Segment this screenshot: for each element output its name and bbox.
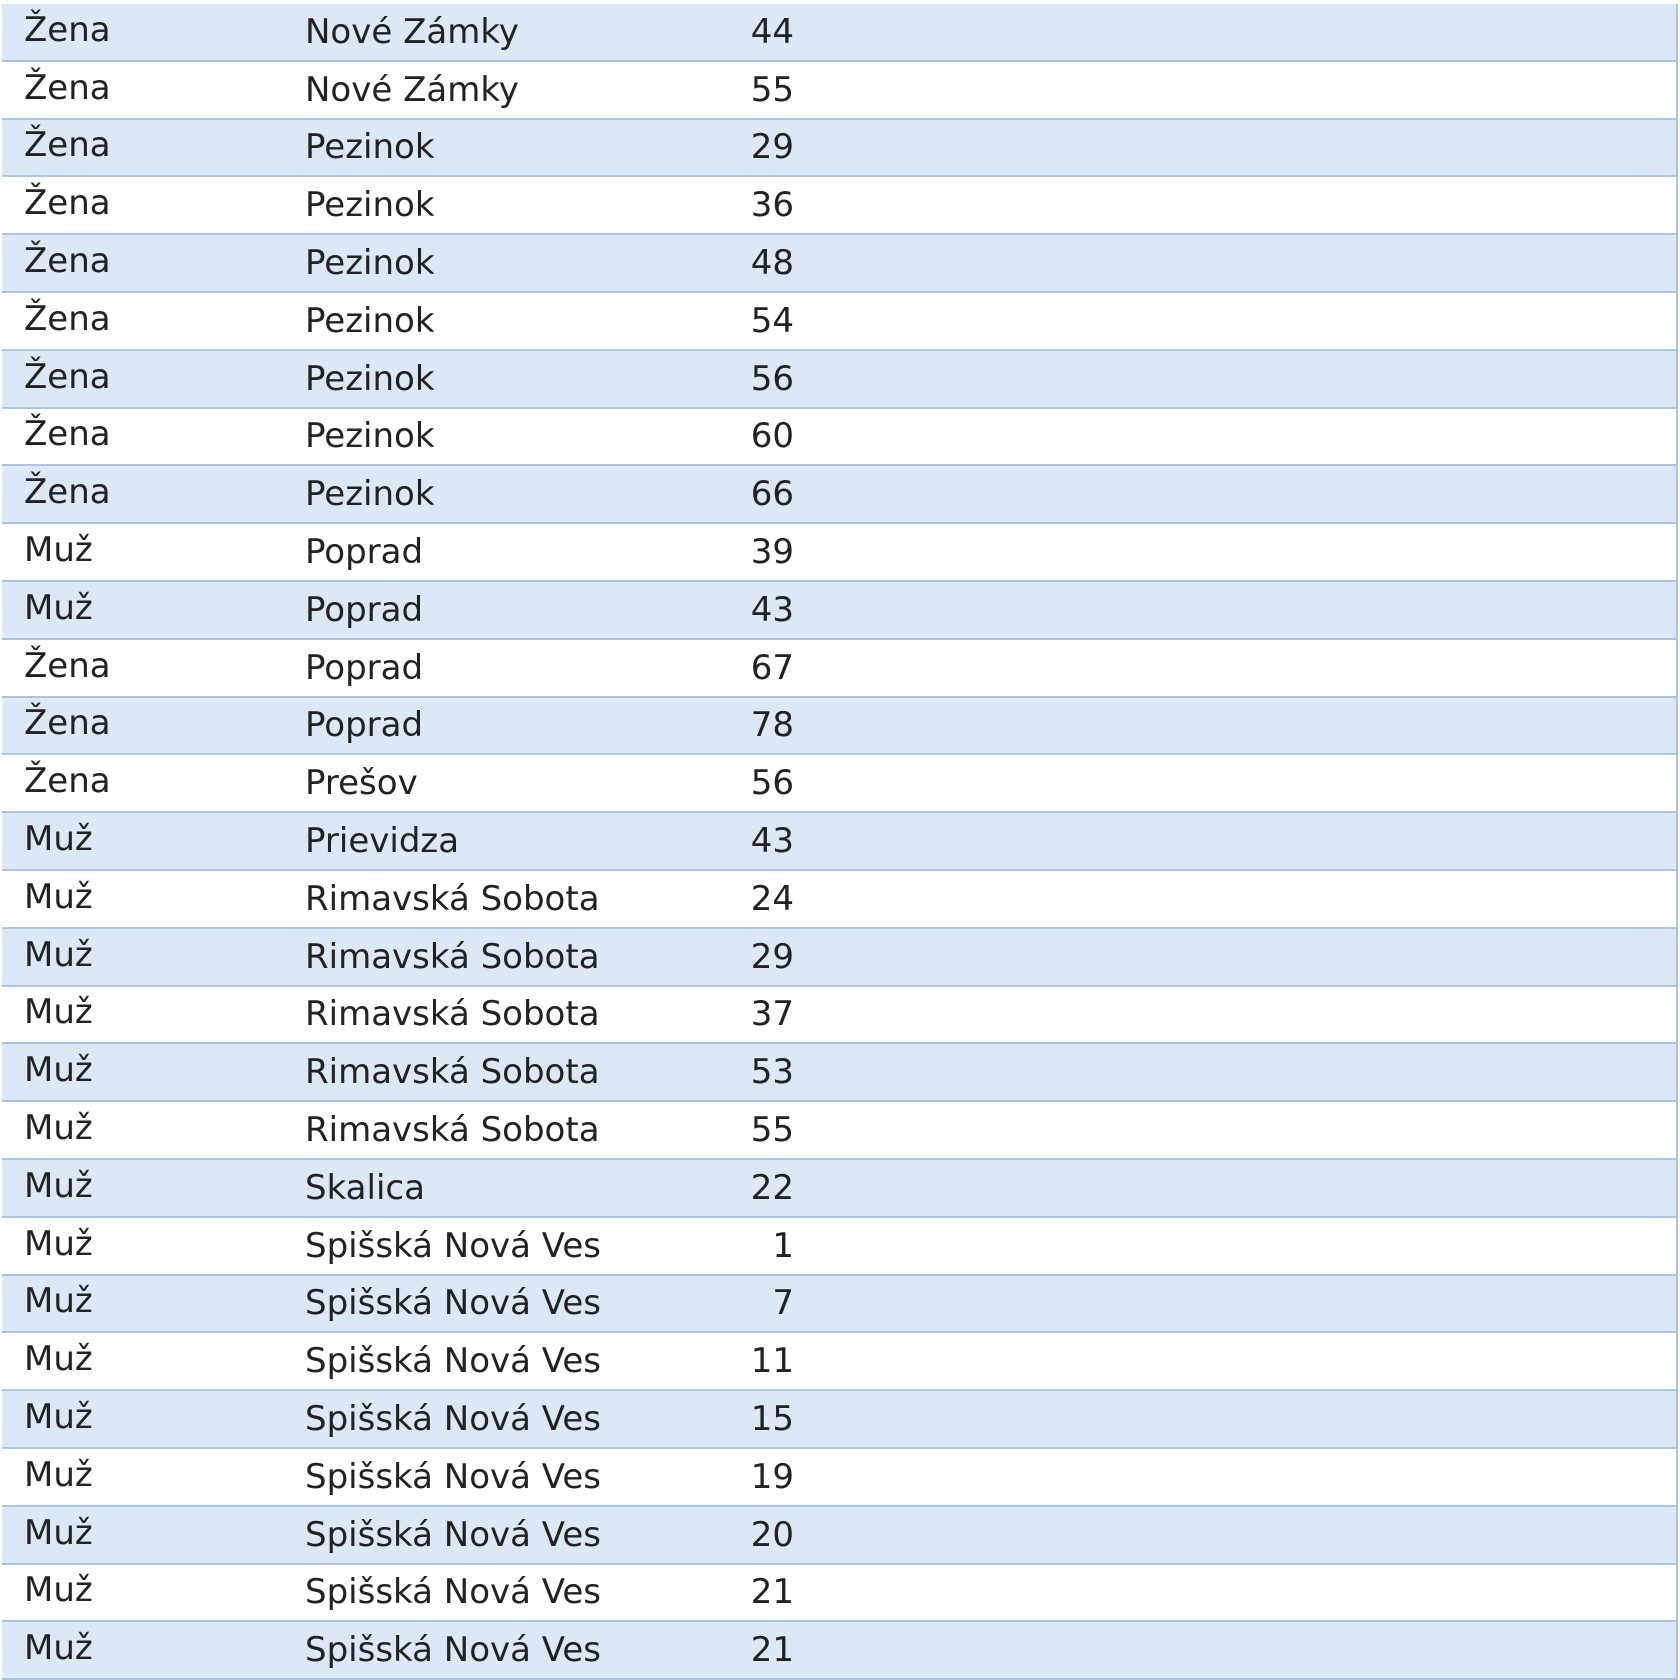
cell-gender[interactable]: Muž xyxy=(24,1454,93,1495)
cell-gender[interactable]: Žena xyxy=(24,703,111,744)
table-row[interactable] xyxy=(2,120,1678,178)
row-border-edge xyxy=(1676,1160,1678,1216)
cell-gender[interactable]: Muž xyxy=(24,1281,93,1322)
cell-value[interactable]: 19 xyxy=(750,1456,794,1497)
cell-city[interactable]: Poprad xyxy=(305,705,424,746)
row-border-edge xyxy=(1676,871,1678,927)
row-border-edge xyxy=(1676,1449,1678,1505)
cell-value[interactable]: 29 xyxy=(750,936,794,977)
row-border-edge xyxy=(1676,1102,1678,1158)
cell-city[interactable]: Spišská Nová Ves xyxy=(305,1225,602,1266)
cell-value[interactable]: 54 xyxy=(750,300,794,341)
cell-gender[interactable]: Muž xyxy=(24,992,93,1033)
cell-city[interactable]: Spišská Nová Ves xyxy=(305,1456,602,1497)
row-border-edge xyxy=(1676,62,1678,118)
row-border-edge xyxy=(1676,755,1678,811)
cell-city[interactable]: Pezinok xyxy=(305,243,435,284)
table-row[interactable] xyxy=(2,1507,1678,1565)
cell-gender[interactable]: Muž xyxy=(24,587,93,628)
cell-gender[interactable]: Muž xyxy=(24,876,93,917)
table-row[interactable] xyxy=(2,1218,1678,1276)
cell-city[interactable]: Skalica xyxy=(305,1167,425,1208)
row-border-edge xyxy=(1676,987,1678,1043)
cell-gender[interactable]: Muž xyxy=(24,1050,93,1091)
cell-city[interactable]: Spišská Nová Ves xyxy=(305,1341,602,1382)
cell-value[interactable]: 20 xyxy=(750,1514,794,1555)
row-border-edge xyxy=(1676,466,1678,522)
cell-gender[interactable]: Muž xyxy=(24,1397,93,1438)
table-row[interactable] xyxy=(2,177,1678,235)
table-row[interactable] xyxy=(2,466,1678,524)
cell-city[interactable]: Poprad xyxy=(305,589,424,630)
table-row[interactable] xyxy=(2,871,1678,929)
table-row[interactable] xyxy=(2,351,1678,409)
cell-city[interactable]: Spišská Nová Ves xyxy=(305,1630,602,1671)
cell-value[interactable]: 78 xyxy=(750,705,794,746)
cell-city[interactable]: Spišská Nová Ves xyxy=(305,1572,602,1613)
row-border-edge xyxy=(1676,1565,1678,1621)
cell-value[interactable]: 43 xyxy=(750,589,794,630)
row-border-edge xyxy=(1676,1044,1678,1100)
cell-gender[interactable]: Muž xyxy=(24,1339,93,1380)
cell-value[interactable]: 11 xyxy=(750,1341,794,1382)
cell-gender[interactable]: Žena xyxy=(24,241,111,282)
cell-value[interactable]: 43 xyxy=(750,821,794,862)
table-row[interactable] xyxy=(2,1276,1678,1334)
table-row[interactable] xyxy=(2,1391,1678,1449)
cell-value[interactable]: 1 xyxy=(772,1225,794,1266)
cell-city[interactable]: Pezinok xyxy=(305,474,435,515)
cell-gender[interactable]: Žena xyxy=(24,9,111,50)
table-row[interactable] xyxy=(2,62,1678,120)
cell-value[interactable]: 15 xyxy=(750,1399,794,1440)
table-row[interactable] xyxy=(2,1449,1678,1507)
table-row[interactable] xyxy=(2,1622,1678,1680)
data-table xyxy=(2,4,1678,1680)
cell-city[interactable]: Poprad xyxy=(305,647,424,688)
cell-city[interactable]: Prievidza xyxy=(305,821,460,862)
cell-gender[interactable]: Žena xyxy=(24,67,111,108)
table-row[interactable] xyxy=(2,1102,1678,1160)
cell-value[interactable]: 39 xyxy=(750,532,794,573)
row-border-edge xyxy=(1676,4,1678,60)
table-row[interactable] xyxy=(2,293,1678,351)
cell-value[interactable]: 48 xyxy=(750,243,794,284)
row-border-edge xyxy=(1676,351,1678,407)
cell-value[interactable]: 7 xyxy=(772,1283,794,1324)
cell-city[interactable]: Pezinok xyxy=(305,127,435,168)
row-border-edge xyxy=(1676,698,1678,754)
cell-city[interactable]: Spišská Nová Ves xyxy=(305,1514,602,1555)
row-border-edge xyxy=(1676,524,1678,580)
table-row[interactable] xyxy=(2,1565,1678,1623)
table-row[interactable] xyxy=(2,813,1678,871)
cell-value[interactable]: 37 xyxy=(750,994,794,1035)
cell-value[interactable]: 36 xyxy=(750,185,794,226)
row-border-edge xyxy=(1676,1622,1678,1678)
row-border-edge xyxy=(1676,235,1678,291)
table-row[interactable] xyxy=(2,524,1678,582)
row-border-edge xyxy=(1676,177,1678,233)
cell-value[interactable]: 55 xyxy=(750,69,794,110)
cell-value[interactable]: 55 xyxy=(750,1110,794,1151)
row-border-edge xyxy=(1676,1276,1678,1332)
row-border-edge xyxy=(1676,1218,1678,1274)
row-border-edge xyxy=(1676,293,1678,349)
cell-gender[interactable]: Žena xyxy=(24,645,111,686)
cell-gender[interactable]: Žena xyxy=(24,414,111,455)
cell-value[interactable]: 60 xyxy=(750,416,794,457)
cell-gender[interactable]: Muž xyxy=(24,1223,93,1264)
table-row[interactable] xyxy=(2,582,1678,640)
row-border-edge xyxy=(1676,813,1678,869)
cell-city[interactable]: Nové Zámky xyxy=(305,11,519,52)
cell-gender[interactable]: Žena xyxy=(24,761,111,802)
cell-gender[interactable]: Muž xyxy=(24,530,93,571)
row-border-edge xyxy=(1676,582,1678,638)
cell-gender[interactable]: Muž xyxy=(24,1512,93,1553)
row-border-edge xyxy=(1676,120,1678,176)
cell-gender[interactable]: Muž xyxy=(24,1165,93,1206)
table-row[interactable] xyxy=(2,698,1678,756)
cell-value[interactable]: 66 xyxy=(750,474,794,515)
row-border-edge xyxy=(1676,640,1678,696)
cell-value[interactable]: 44 xyxy=(750,11,794,52)
table-row[interactable] xyxy=(2,929,1678,987)
cell-value[interactable]: 67 xyxy=(750,647,794,688)
table-row[interactable] xyxy=(2,987,1678,1045)
cell-gender[interactable]: Žena xyxy=(24,125,111,166)
table-row[interactable] xyxy=(2,235,1678,293)
row-border-edge xyxy=(1676,1391,1678,1447)
table-row[interactable] xyxy=(2,4,1678,62)
cell-value[interactable]: 22 xyxy=(750,1167,794,1208)
cell-city[interactable]: Pezinok xyxy=(305,300,435,341)
cell-gender[interactable]: Muž xyxy=(24,819,93,860)
cell-gender[interactable]: Muž xyxy=(24,1108,93,1149)
table-row[interactable] xyxy=(2,1044,1678,1102)
table-row[interactable] xyxy=(2,409,1678,467)
cell-city[interactable]: Rimavská Sobota xyxy=(305,1052,600,1093)
cell-gender[interactable]: Žena xyxy=(24,298,111,339)
cell-city[interactable]: Rimavská Sobota xyxy=(305,1110,600,1151)
row-border-edge xyxy=(1676,409,1678,465)
row-border-edge xyxy=(1676,1333,1678,1389)
table-row[interactable] xyxy=(2,1160,1678,1218)
cell-gender[interactable]: Žena xyxy=(24,183,111,224)
row-border-edge xyxy=(1676,1507,1678,1563)
cell-city[interactable]: Spišská Nová Ves xyxy=(305,1399,602,1440)
table-row[interactable] xyxy=(2,755,1678,813)
cell-value[interactable]: 21 xyxy=(750,1572,794,1613)
cell-value[interactable]: 56 xyxy=(750,763,794,804)
cell-value[interactable]: 53 xyxy=(750,1052,794,1093)
cell-city[interactable]: Prešov xyxy=(305,763,418,804)
cell-city[interactable]: Spišská Nová Ves xyxy=(305,1283,602,1324)
cell-city[interactable]: Pezinok xyxy=(305,185,435,226)
cell-gender[interactable]: Muž xyxy=(24,934,93,975)
cell-value[interactable]: 21 xyxy=(750,1630,794,1671)
table-row[interactable] xyxy=(2,1333,1678,1391)
cell-city[interactable]: Pezinok xyxy=(305,358,435,399)
cell-city[interactable]: Pezinok xyxy=(305,416,435,457)
cell-value[interactable]: 29 xyxy=(750,127,794,168)
cell-value[interactable]: 24 xyxy=(750,878,794,919)
cell-gender[interactable]: Muž xyxy=(24,1570,93,1611)
cell-city[interactable]: Rimavská Sobota xyxy=(305,878,600,919)
cell-city[interactable]: Rimavská Sobota xyxy=(305,994,600,1035)
cell-city[interactable]: Rimavská Sobota xyxy=(305,936,600,977)
cell-gender[interactable]: Žena xyxy=(24,356,111,397)
cell-gender[interactable]: Muž xyxy=(24,1628,93,1669)
cell-value[interactable]: 56 xyxy=(750,358,794,399)
table-row[interactable] xyxy=(2,640,1678,698)
cell-city[interactable]: Poprad xyxy=(305,532,424,573)
cell-gender[interactable]: Žena xyxy=(24,472,111,513)
row-border-edge xyxy=(1676,929,1678,985)
cell-city[interactable]: Nové Zámky xyxy=(305,69,519,110)
